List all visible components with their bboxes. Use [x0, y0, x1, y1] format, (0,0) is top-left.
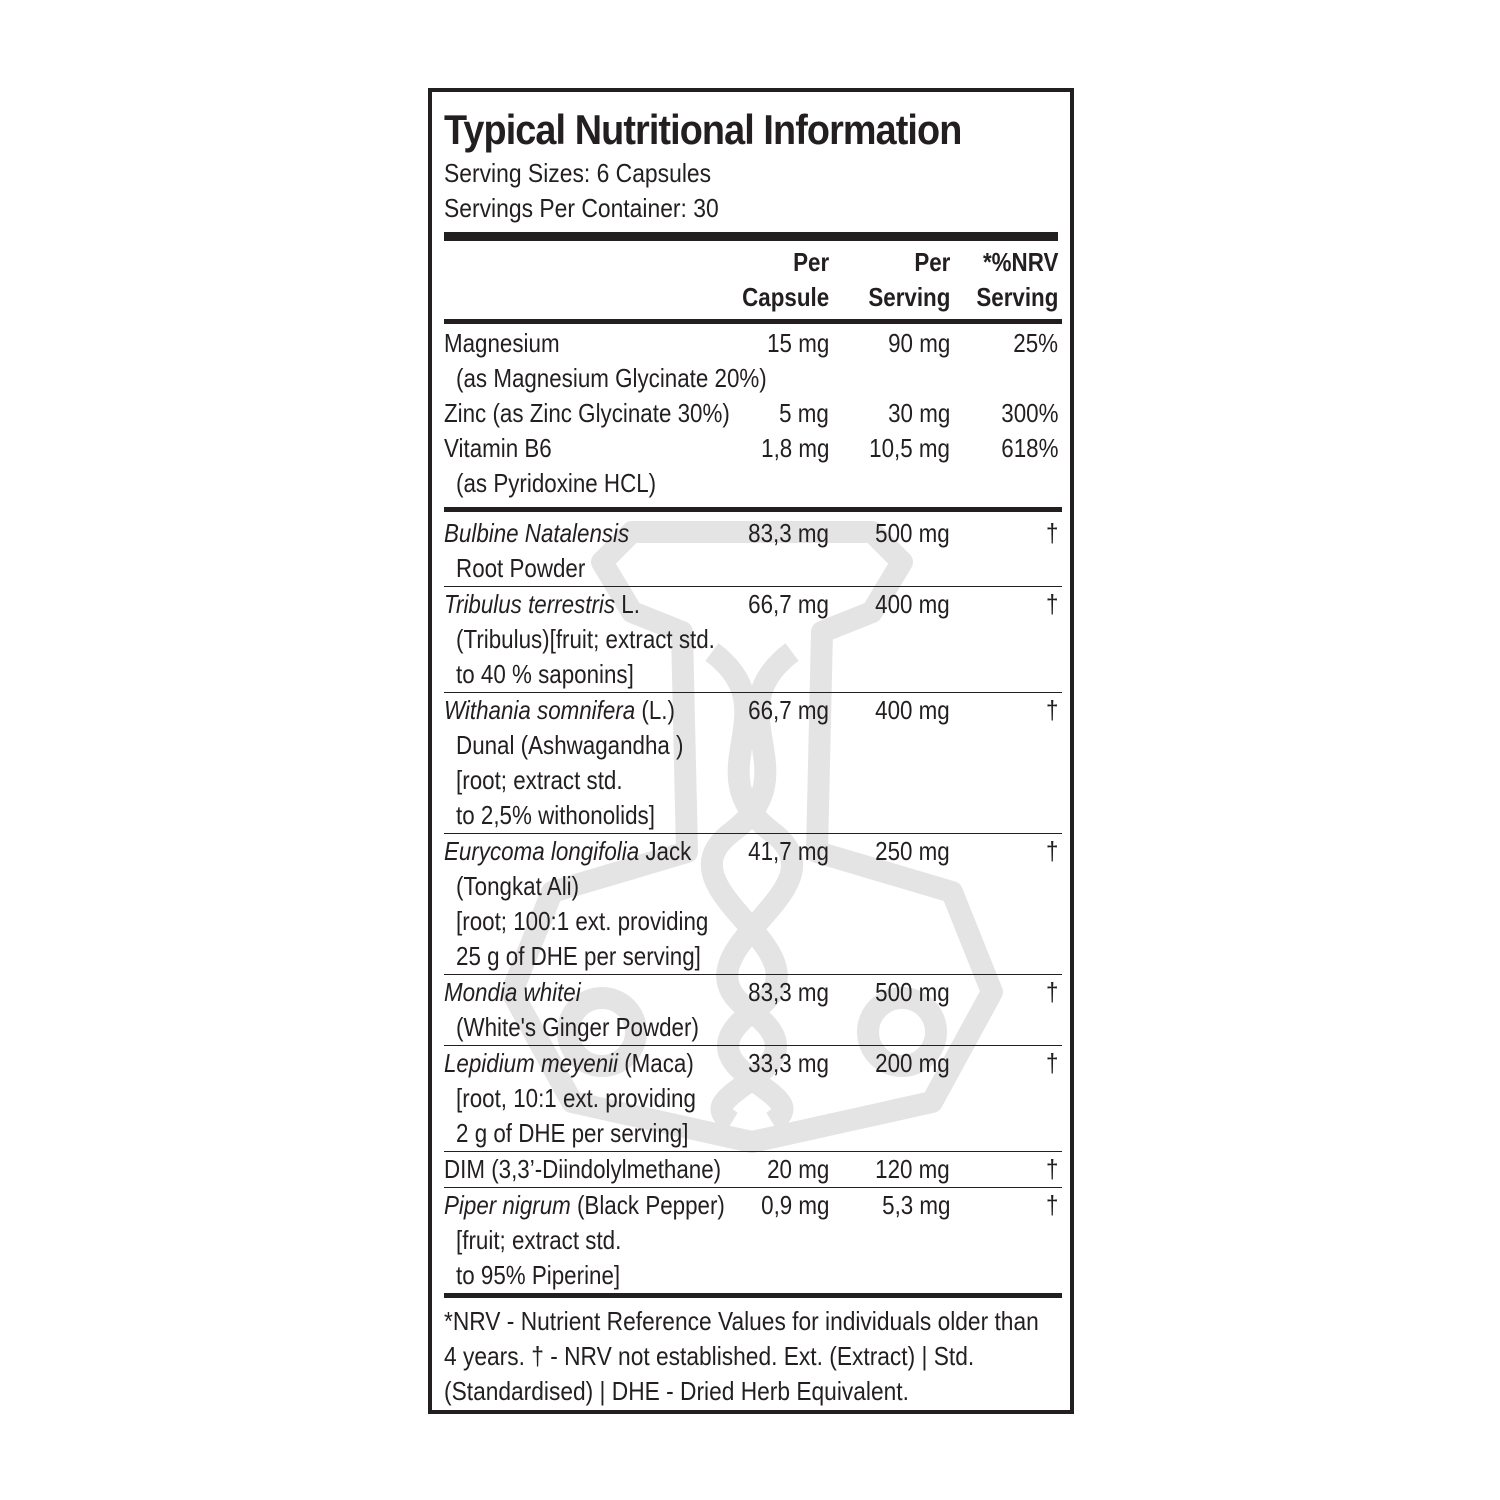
ingredient-name — [444, 587, 640, 622]
nutrient-source: (as Pyridoxine HCL) — [456, 468, 657, 498]
col-per-capsule-header: Per Capsule — [742, 247, 829, 312]
nrv-value: 25% — [1013, 328, 1058, 358]
nrv-value: † — [1045, 977, 1058, 1007]
servings-per-container: Servings Per Container: 30 — [444, 193, 719, 223]
botanical-name: Withania somnifera — [444, 695, 636, 725]
ingredient-name — [444, 1046, 694, 1081]
footnote-line: 4 years. † - NRV not established. Ext. (Extract) | Std. — [444, 1341, 975, 1371]
common-name: Jack — [639, 836, 692, 866]
botanical-name: Bulbine Natalensis — [444, 518, 630, 548]
per-serving-value: 500 mg — [875, 977, 950, 1007]
nrv-value: † — [1045, 836, 1058, 866]
per-serving-value: 90 mg — [887, 328, 950, 358]
ingredient-detail: Root Powder — [456, 553, 586, 583]
ingredient-detail: 25 g of DHE per serving] — [456, 941, 701, 971]
ingredient-detail: to 40 % saponins] — [456, 659, 634, 689]
per-capsule-value: 20 mg — [766, 1154, 829, 1184]
nutrient-source: (as Magnesium Glycinate 20%) — [456, 363, 767, 393]
table-header — [444, 241, 1062, 319]
ingredient-name — [444, 834, 691, 869]
ingredient-detail: [root, 10:1 ext. providing — [456, 1083, 696, 1113]
per-serving-value: 200 mg — [875, 1048, 950, 1078]
per-serving-value: 5,3 mg — [881, 1190, 950, 1220]
per-capsule-value: 83,3 mg — [748, 518, 829, 548]
per-capsule-value: 5 mg — [779, 398, 829, 428]
per-serving-value: 500 mg — [875, 518, 950, 548]
nrv-value: † — [1045, 518, 1058, 548]
nutrient-name: Vitamin B6 — [444, 433, 552, 463]
per-serving-value: 250 mg — [875, 836, 950, 866]
footnote-line: *NRV - Nutrient Reference Values for individuals older than — [444, 1306, 1039, 1336]
table-row — [444, 587, 1062, 693]
nutrient-name: Zinc (as Zinc Glycinate 30%) — [444, 398, 730, 428]
nrv-value: † — [1045, 589, 1058, 619]
per-serving-value: 400 mg — [875, 589, 950, 619]
serving-size: Serving Sizes: 6 Capsules — [444, 158, 712, 188]
per-capsule-value: 0,9 mg — [760, 1190, 829, 1220]
nrv-value: † — [1045, 695, 1058, 725]
col-nrv-header: *%NRV Serving — [975, 247, 1058, 312]
common-name: L. — [615, 589, 640, 619]
botanical-name: Piper nigrum — [444, 1190, 571, 1220]
botanical-name: Tribulus terrestris — [444, 589, 616, 619]
ingredient-detail: [root; 100:1 ext. providing — [456, 906, 709, 936]
per-capsule-value: 15 mg — [766, 328, 829, 358]
per-capsule-value: 41,7 mg — [748, 836, 829, 866]
nrv-value: † — [1045, 1190, 1058, 1220]
ingredient-detail: 2 g of DHE per serving] — [456, 1118, 689, 1148]
ingredient-detail: (Tribulus)[fruit; extract std. — [456, 624, 715, 654]
nutrient-name: Magnesium — [444, 328, 560, 358]
ingredient-name — [444, 693, 675, 728]
table-row — [444, 510, 1062, 587]
table-row — [444, 834, 1062, 975]
common-name: DIM (3,3’-Diindolylmethane) — [444, 1154, 722, 1184]
ingredient-name — [444, 516, 629, 551]
nrv-value: † — [1045, 1154, 1058, 1184]
per-capsule-value: 66,7 mg — [748, 695, 829, 725]
per-serving-value: 400 mg — [875, 695, 950, 725]
per-capsule-value: 66,7 mg — [748, 589, 829, 619]
per-serving-value: 120 mg — [875, 1154, 950, 1184]
vitamins-section — [444, 324, 1062, 510]
ingredient-detail: (Tongkat Ali) — [456, 871, 580, 901]
divider-thick — [444, 232, 1058, 241]
footnote-line: (Standardised) | DHE - Dried Herb Equivalent. — [444, 1376, 909, 1406]
per-serving-value: 10,5 mg — [869, 433, 950, 463]
nutrition-table — [444, 241, 1062, 1298]
nutrition-panel — [428, 88, 1074, 1414]
ingredient-detail: to 95% Piperine] — [456, 1260, 621, 1290]
col-per-serving-header: Per Serving — [867, 247, 950, 312]
nrv-value: 300% — [1000, 398, 1058, 428]
footnote — [444, 1298, 1058, 1409]
botanical-name: Eurycoma longifolia — [444, 836, 640, 866]
botanical-name: Mondia whitei — [444, 977, 581, 1007]
ingredient-name — [444, 1188, 725, 1223]
ingredient-detail: (White's Ginger Powder) — [456, 1012, 699, 1042]
table-row — [444, 324, 1062, 396]
common-name: (Black Pepper) — [570, 1190, 725, 1220]
per-capsule-value: 1,8 mg — [760, 433, 829, 463]
table-row — [444, 1152, 1062, 1188]
table-row — [444, 1188, 1062, 1294]
common-name: (Maca) — [618, 1048, 694, 1078]
nrv-value: † — [1045, 1048, 1058, 1078]
nrv-value: 618% — [1000, 433, 1058, 463]
ingredient-detail: [root; extract std. — [456, 765, 623, 795]
table-row — [444, 396, 1062, 431]
table-row — [444, 1046, 1062, 1152]
panel-title: Typical Nutritional Information — [444, 106, 962, 153]
ingredient-detail: to 2,5% withonolids] — [456, 800, 655, 830]
table-row — [444, 431, 1062, 501]
table-row — [444, 693, 1062, 834]
ingredient-name — [444, 1152, 721, 1187]
per-capsule-value: 33,3 mg — [748, 1048, 829, 1078]
per-capsule-value: 83,3 mg — [748, 977, 829, 1007]
common-name: (L.) — [635, 695, 675, 725]
per-serving-value: 30 mg — [887, 398, 950, 428]
ingredient-detail: Dunal (Ashwagandha ) — [456, 730, 684, 760]
botanical-name: Lepidium meyenii — [444, 1048, 619, 1078]
ingredient-name — [444, 975, 581, 1010]
table-row — [444, 975, 1062, 1046]
herbs-section — [444, 510, 1062, 1294]
ingredient-detail: [fruit; extract std. — [456, 1225, 622, 1255]
